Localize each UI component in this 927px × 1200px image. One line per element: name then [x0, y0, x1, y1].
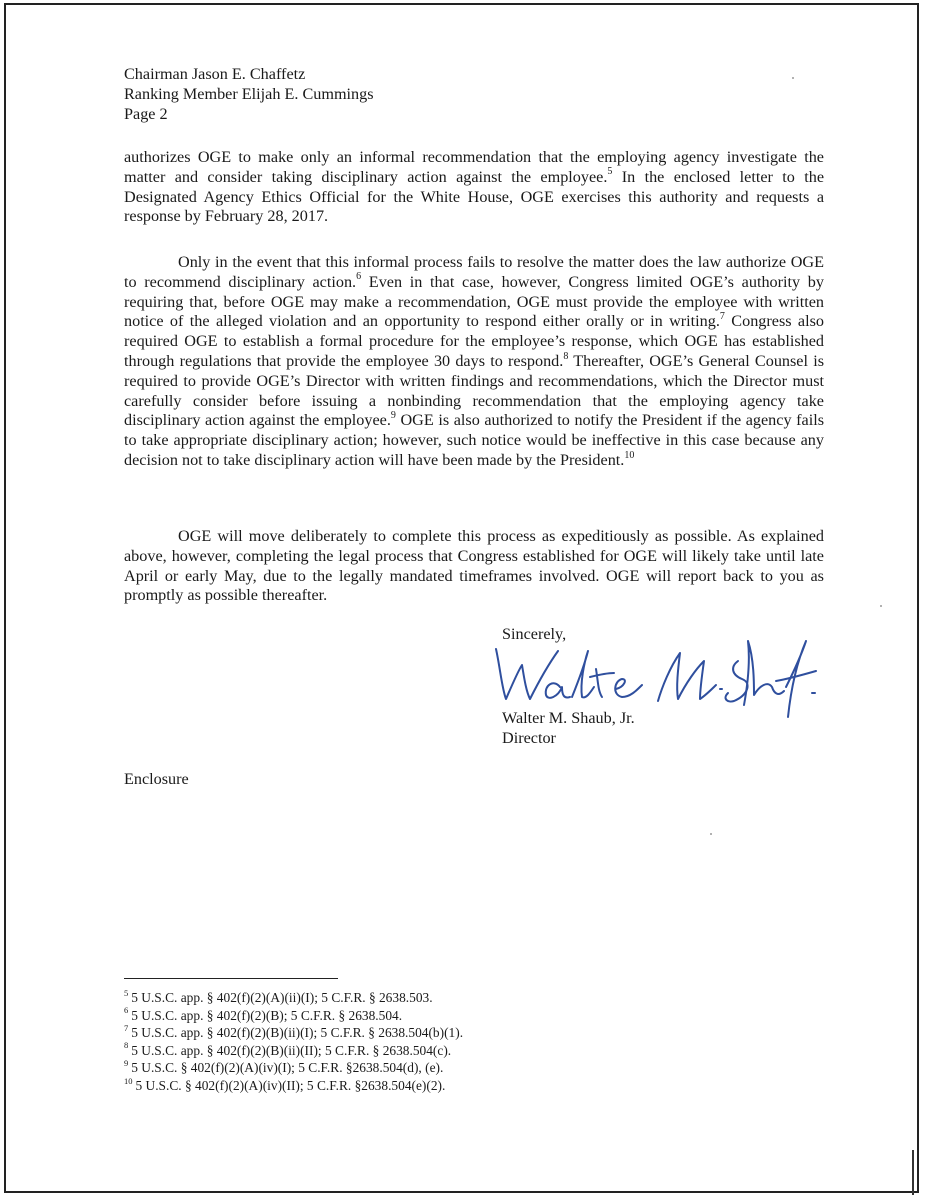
signature-stroke-s	[726, 661, 748, 702]
enclosure-note: Enclosure	[124, 770, 189, 788]
footnote-number: 6	[124, 1005, 129, 1016]
footnote-item	[124, 1042, 463, 1060]
footnote-ref-5: 5	[607, 166, 613, 178]
footnote-item	[124, 989, 463, 1007]
footnote-number: 10	[124, 1075, 133, 1086]
scan-speck	[792, 77, 794, 79]
footnote-item	[124, 1024, 463, 1042]
header-page-number: Page 2	[124, 104, 168, 123]
footnote-item	[124, 1007, 463, 1025]
paragraph-1-text-a: authorizes OGE to make only an informal recommendation that the employing agency investigate the matter and consider taking disciplinary action against the employee.	[124, 148, 824, 186]
footnote-item	[124, 1059, 463, 1077]
paragraph-3-text: OGE will move deliberately to complete this process as expeditiously as possible. As explained above, however, completing the legal process that Congress established for OGE will likely take until late April or early May, due to the legally mandated timeframes involved. OGE will report back to you as promptly as possible thereafter.	[124, 527, 824, 605]
paragraph-3	[124, 527, 824, 606]
scan-speck	[880, 605, 882, 607]
footnote-text: 5 U.S.C. app. § 402(f)(2)(B); 5 C.F.R. § 2638.504.	[131, 1007, 403, 1023]
footnote-text: 5 U.S.C. § 402(f)(2)(A)(iv)(I); 5 C.F.R. §2638.504(d), (e).	[131, 1060, 444, 1076]
footnote-separator	[124, 978, 338, 979]
signature-stroke-f	[776, 641, 816, 717]
signature-stroke-e	[615, 679, 642, 697]
signer-title: Director	[502, 728, 556, 747]
footnote-text: 5 U.S.C. app. § 402(f)(2)(B)(ii)(I); 5 C.F.R. § 2638.504(b)(1).	[131, 1025, 464, 1041]
footnote-ref-8: 8	[563, 350, 569, 362]
footnote-text: 5 U.S.C. app. § 402(f)(2)(B)(ii)(II); 5 C.F.R. § 2638.504(c).	[131, 1042, 452, 1058]
scan-speck	[710, 833, 712, 835]
footnote-ref-10: 10	[624, 449, 635, 461]
paragraph-2-text-d: Thereafter, OGE’s General Counsel is required to provide OGE’s Director with written findings and recommendations, which the Director must carefully consider before issuing a nonbinding recommendation that the employing agency take disciplinary action against the employee.	[124, 351, 824, 430]
letter-header	[124, 65, 824, 124]
signer-name: Walter M. Shaub, Jr.	[502, 709, 635, 727]
paragraph-2-text-c: Congress also required OGE to establish a formal procedure for the employee’s response, which OGE has established through regulations that provide the employee 30 days to respond.	[124, 312, 825, 370]
footnote-item	[124, 1077, 463, 1095]
header-recipient-2: Ranking Member Elijah E. Cummings	[124, 84, 374, 103]
paragraph-2-text-a: Only in the event that this informal process fails to resolve the matter does the law authorize OGE to recommend disciplinary action.	[124, 253, 824, 291]
signature-stroke-w	[496, 649, 558, 699]
footnote-number: 5	[124, 987, 129, 998]
footnote-ref-6: 6	[356, 271, 362, 283]
signature-stroke-h	[744, 641, 784, 705]
scan-edge-mark	[912, 1150, 914, 1195]
footnote-text: 5 U.S.C. § 402(f)(2)(A)(iv)(II); 5 C.F.R. §2638.504(e)(2).	[135, 1077, 446, 1093]
letter-page	[4, 3, 919, 1193]
footnote-number: 8	[124, 1040, 129, 1051]
signature-stroke-a	[546, 683, 570, 698]
footnote-ref-7: 7	[719, 311, 725, 322]
signer-block	[502, 709, 635, 749]
footnote-text: 5 U.S.C. app. § 402(f)(2)(A)(ii)(I); 5 C.F.R. § 2638.503.	[131, 990, 433, 1005]
signature-stroke-t	[590, 669, 614, 697]
paragraph-2-text-b: Even in that case, however, Congress limited OGE’s authority by requiring that, before OGE may make a recommendation, OGE must provide the employee with written notice of the alleged violation and an opportunity to respond either orally or in writing.	[124, 272, 824, 331]
footnote-number: 9	[124, 1057, 129, 1068]
footnotes	[124, 989, 463, 1095]
signature-stroke-l	[572, 651, 594, 697]
closing-salutation: Sincerely,	[502, 625, 567, 643]
signature-strokes	[496, 641, 816, 717]
signature-stroke-m	[658, 653, 716, 701]
paragraph-2	[124, 253, 824, 471]
footnote-ref-9: 9	[390, 409, 396, 421]
paragraph-2-text-e: OGE is also authorized to notify the President if the agency fails to take appropriate disciplinary action; however, such notice would be ineffective in this case because any decision not to take disciplinary action will have been made by the President.	[124, 411, 824, 469]
paragraph-1-text-b: In the enclosed letter to the Designated Agency Ethics Official for the White House, OGE exercises this authority and requests a response by February 28, 2017.	[124, 167, 824, 226]
header-recipient-1: Chairman Jason E. Chaffetz	[124, 65, 306, 83]
footnote-number: 7	[124, 1022, 129, 1033]
paragraph-1	[124, 148, 824, 227]
